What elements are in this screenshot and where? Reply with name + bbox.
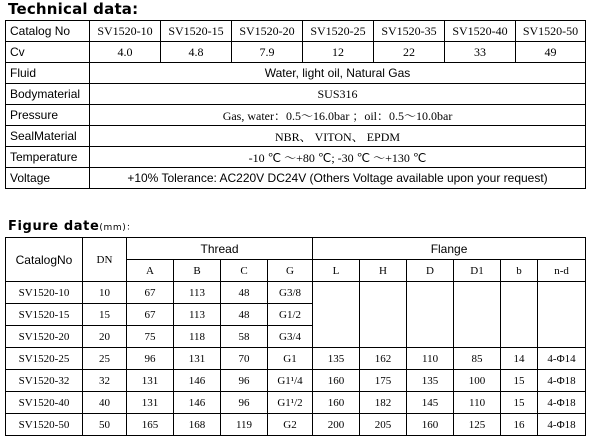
row-label: Pressure [6,105,90,126]
table-row [6,282,586,304]
cv-cell: 49 [516,42,586,63]
catalog-cell: SV1520-40 [445,21,516,42]
h-cell: 182 [360,392,407,414]
c-cell: 119 [221,414,268,436]
row-label: Bodymaterial [6,84,90,105]
flange-header: Flange [313,238,586,260]
table-row [6,370,586,392]
empty-cell [407,326,454,348]
figure-date-table [5,237,586,436]
b-flange-cell: 14 [501,348,538,370]
table-row [6,392,586,414]
figure-heading-unit: (mm)： [99,223,136,233]
b-cell: 146 [174,370,221,392]
catalog-cell: SV1520-32 [6,370,83,392]
row-label: Fluid [6,63,90,84]
c-cell: 48 [221,304,268,326]
a-cell: 165 [127,414,174,436]
flange-col-header: D1 [454,260,501,282]
empty-cell [501,282,538,304]
a-cell: 67 [127,282,174,304]
empty-cell [360,304,407,326]
thread-col-header: B [174,260,221,282]
dn-cell: 15 [83,304,127,326]
dn-cell: 40 [83,392,127,414]
l-cell: 135 [313,348,360,370]
a-cell: 131 [127,370,174,392]
voltage-value: +10% Tolerance: AC220V DC24V (Others Voltage available upon your request) [90,168,586,189]
catalog-cell: SV1520-25 [303,21,374,42]
cv-cell: 12 [303,42,374,63]
cv-cell: 33 [445,42,516,63]
table-row [6,326,586,348]
dn-cell: 10 [83,282,127,304]
figure-date-heading [8,218,136,237]
c-cell: 96 [221,370,268,392]
table-row [6,348,586,370]
empty-cell [501,304,538,326]
nd-cell: 4-Φ18 [538,414,586,436]
b-cell: 113 [174,282,221,304]
empty-cell [313,326,360,348]
d-cell: 135 [407,370,454,392]
thread-col-header: G [268,260,313,282]
d1-cell: 110 [454,392,501,414]
catalog-cell: SV1520-10 [90,21,161,42]
figure-header-row [6,238,586,260]
sealmaterial-row [6,126,586,147]
empty-cell [454,282,501,304]
catalog-cell: SV1520-15 [161,21,232,42]
g-cell: G1/2 [268,304,313,326]
dn-cell: 20 [83,326,127,348]
d1-cell: 85 [454,348,501,370]
cv-cell: 7.9 [232,42,303,63]
a-cell: 96 [127,348,174,370]
fluid-row [6,63,586,84]
c-cell: 48 [221,282,268,304]
l-cell: 160 [313,370,360,392]
dn-cell: 32 [83,370,127,392]
catalog-header: CatalogNo [6,238,83,282]
catalog-cell: SV1520-15 [6,304,83,326]
cv-row [6,42,586,63]
g-cell: G2 [268,414,313,436]
g-cell: G1¹/4 [268,370,313,392]
bodymaterial-row [6,84,586,105]
thread-header: Thread [127,238,313,260]
empty-cell [360,326,407,348]
flange-col-header: b [501,260,538,282]
row-label: Catalog No [6,21,90,42]
empty-cell [454,326,501,348]
h-cell: 205 [360,414,407,436]
empty-cell [538,326,586,348]
catalog-cell: SV1520-20 [232,21,303,42]
a-cell: 131 [127,392,174,414]
l-cell: 200 [313,414,360,436]
empty-cell [538,304,586,326]
row-label: Cv [6,42,90,63]
flange-col-header: H [360,260,407,282]
nd-cell: 4-Φ14 [538,348,586,370]
row-label: Voltage [6,168,90,189]
temperature-value: -10 ℃ ～+80 ℃; -30 ℃ ～+130 ℃ [90,147,586,168]
flange-col-header: n-d [538,260,586,282]
catalog-cell: SV1520-35 [374,21,445,42]
empty-cell [454,304,501,326]
g-cell: G1 [268,348,313,370]
b-cell: 168 [174,414,221,436]
temperature-row [6,147,586,168]
b-flange-cell: 15 [501,392,538,414]
g-cell: G3/4 [268,326,313,348]
empty-cell [407,282,454,304]
flange-col-header: D [407,260,454,282]
thread-col-header: A [127,260,174,282]
table-row [6,304,586,326]
technical-data-heading: Technical data: [8,0,139,18]
d-cell: 160 [407,414,454,436]
d-cell: 145 [407,392,454,414]
empty-cell [313,282,360,304]
bodymaterial-value: SUS316 [90,84,586,105]
sealmaterial-value: NBR、 VITON、 EPDM [90,126,586,147]
h-cell: 162 [360,348,407,370]
thread-col-header: C [221,260,268,282]
catalog-cell: SV1520-40 [6,392,83,414]
empty-cell [501,326,538,348]
row-label: Temperature [6,147,90,168]
catalog-cell: SV1520-25 [6,348,83,370]
catalog-cell: SV1520-10 [6,282,83,304]
cv-cell: 22 [374,42,445,63]
c-cell: 58 [221,326,268,348]
h-cell: 175 [360,370,407,392]
l-cell: 160 [313,392,360,414]
b-flange-cell: 16 [501,414,538,436]
figure-heading-text: Figure date [8,219,100,234]
catalog-row [6,21,586,42]
empty-cell [360,282,407,304]
pressure-value: Gas, water：0.5～16.0bar ；oil：0.5～10.0bar [90,105,586,126]
catalog-cell: SV1520-20 [6,326,83,348]
d1-cell: 125 [454,414,501,436]
g-cell: G1¹/2 [268,392,313,414]
cv-cell: 4.8 [161,42,232,63]
dn-cell: 50 [83,414,127,436]
b-cell: 131 [174,348,221,370]
a-cell: 75 [127,326,174,348]
b-cell: 146 [174,392,221,414]
pressure-row [6,105,586,126]
fluid-value: Water, light oil, Natural Gas [90,63,586,84]
g-cell: G3/8 [268,282,313,304]
dn-cell: 25 [83,348,127,370]
empty-cell [313,304,360,326]
voltage-row [6,168,586,189]
b-cell: 113 [174,304,221,326]
nd-cell: 4-Φ18 [538,370,586,392]
empty-cell [407,304,454,326]
b-flange-cell: 15 [501,370,538,392]
b-cell: 118 [174,326,221,348]
nd-cell: 4-Φ18 [538,392,586,414]
dn-header: DN [83,238,127,282]
c-cell: 70 [221,348,268,370]
row-label: SealMaterial [6,126,90,147]
catalog-cell: SV1520-50 [6,414,83,436]
a-cell: 67 [127,304,174,326]
d-cell: 110 [407,348,454,370]
d1-cell: 100 [454,370,501,392]
cv-cell: 4.0 [90,42,161,63]
c-cell: 96 [221,392,268,414]
technical-data-table [5,20,586,189]
table-row [6,414,586,436]
catalog-cell: SV1520-50 [516,21,586,42]
empty-cell [538,282,586,304]
flange-col-header: L [313,260,360,282]
